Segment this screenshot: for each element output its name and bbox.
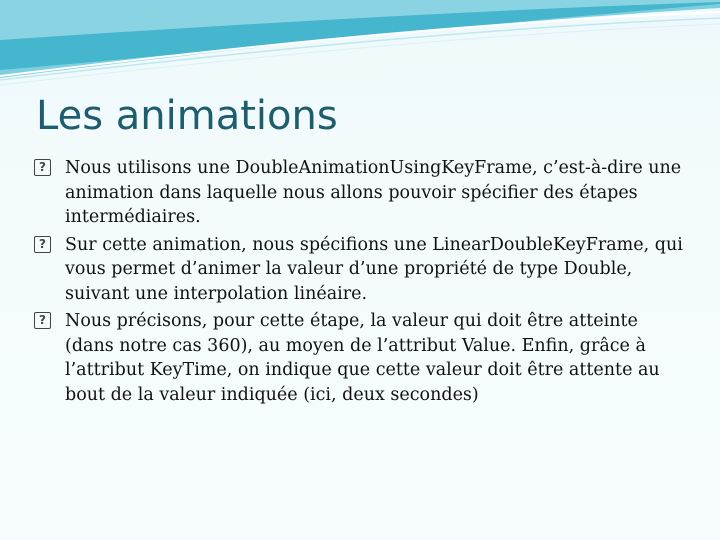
header-wave-decoration <box>0 0 720 90</box>
bullet-item <box>34 233 690 307</box>
bullet-item <box>34 309 690 407</box>
missing-glyph-bullet-icon: ? <box>34 159 51 176</box>
bullet-text: Nous utilisons une DoubleAnimationUsingKeyFrame, c’est-à-dire une animation dans laquelle nous allons pouvoir spécifier des étapes intermédiaires. <box>65 158 682 227</box>
bullet-text: Sur cette animation, nous spécifions une LinearDoubleKeyFrame, qui vous permet d’animer la valeur d’une propriété de type Double, suivant une interpolation linéaire. <box>65 234 683 304</box>
missing-glyph-bullet-icon: ? <box>34 236 51 253</box>
missing-glyph-bullet-icon: ? <box>34 312 51 329</box>
slide-title: Les animations <box>36 93 338 139</box>
bullet-item <box>34 156 690 230</box>
bullet-text: Nous précisons, pour cette étape, la valeur qui doit être atteinte (dans notre cas 360), au moyen de l’attribut Value. Enfin, grâce à l’attribut KeyTime, on indique que cette valeur doit être attente au bout de la valeur indiquée (ici, deux secondes) <box>65 311 660 405</box>
bullet-list <box>34 156 690 410</box>
